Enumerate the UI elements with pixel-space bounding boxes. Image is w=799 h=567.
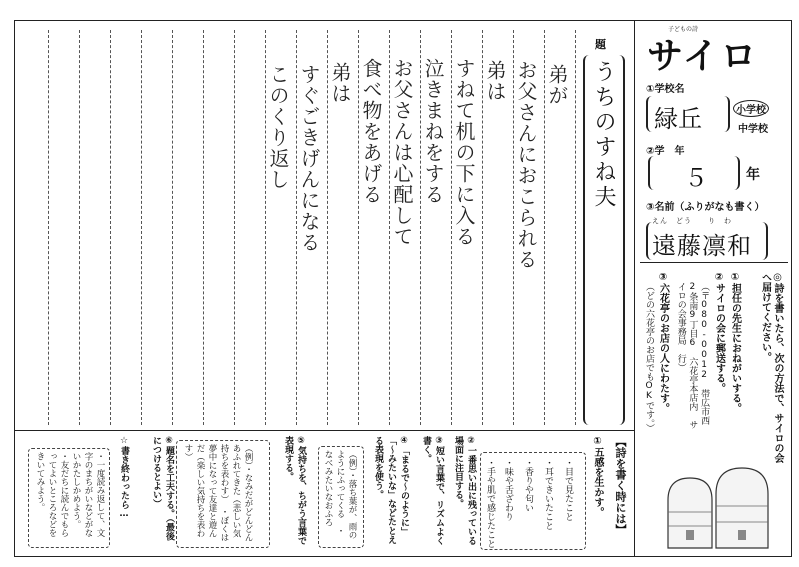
send-note: （どの六花亭のお店でもOKです。） xyxy=(644,282,654,433)
logo: サイロ xyxy=(647,36,759,77)
tip-7-item: ・友だちに読んでもらってよいところなどをきいてみよう。 xyxy=(35,452,69,537)
poem-line-2: お父さんにおこられる xyxy=(514,60,538,270)
column-divider xyxy=(634,20,635,557)
send-method-3: ③六花亭のお店の人にわたす。 xyxy=(657,272,669,413)
tip-1-item: ・手や肌で感じたこと xyxy=(485,458,495,548)
send-intro: ◎詩を書いたら、次の方法で、サイロの会へ届けてください。 xyxy=(759,272,783,463)
grade-value: ５ xyxy=(684,164,708,192)
school-label: ①学校名 xyxy=(646,84,685,95)
poem-line-9: すぐごきげんになる xyxy=(297,64,321,253)
send-method-2: ②サイロの会に郵送する。 xyxy=(713,272,725,393)
tip-7-item: ・一度読み返して、文字のまちがいなどがないかたしかめよう。 xyxy=(71,452,105,537)
tip-5-example: （例）・なみだがどんどんあふれてきた（悲しい気持ちを表わす） ・ぼくは夢中になって友達と遊んだ（楽しい気持ちを表わす） xyxy=(183,444,253,542)
poem-line-8: 弟は xyxy=(328,62,352,104)
name-ruby: えん どう り わ xyxy=(652,217,732,225)
poem-rule xyxy=(575,30,576,425)
tip-1-item: ・味や舌ざわり xyxy=(503,458,513,521)
school-type-elementary: 小学校 xyxy=(733,100,769,117)
poem-line-6: お父さんは心配して xyxy=(390,58,414,247)
poem-rule xyxy=(48,30,49,425)
send-address: （〒080-0012 帯広市西2条南9丁目6 六花亭本店内 サイロの会事務局 行） xyxy=(675,282,710,429)
grade-suffix: 年 xyxy=(746,167,760,183)
poem-rule xyxy=(79,30,80,425)
tip-7-title: ☆書き終わったら… xyxy=(119,436,129,519)
poem-title: うちのすね夫 xyxy=(591,60,616,210)
silo-illustration-icon xyxy=(660,460,780,550)
send-method-1: ①担任の先生におねがいする。 xyxy=(729,272,741,413)
tip-3: ③短い言葉で、リズムよく書く。 xyxy=(421,436,444,545)
tip-1-item: ・目で見たこと xyxy=(563,458,573,521)
tip-1-title: ①五感を生かす。 xyxy=(592,436,603,517)
poem-rule xyxy=(141,30,142,425)
logo-ruby: 子どもの詩 xyxy=(668,26,699,33)
tip-4-example: （例）・落ち葉が、雨のようにふってくる ・なべみたいなおふろ xyxy=(323,450,357,540)
name-label: ③名前（ふりがなも書く） xyxy=(646,202,765,213)
poem-rule xyxy=(203,30,204,425)
poem-line-5: 泣きまねをする xyxy=(421,58,445,205)
poem-line-10: このくり返し xyxy=(266,64,290,190)
tip-6: ⑥題名を工夫する。（最後につけるとよい） xyxy=(151,436,174,541)
grade-label: ②学 年 xyxy=(646,146,685,157)
tip-1-item: ・耳できいたこと xyxy=(543,458,553,530)
poem-rule xyxy=(172,30,173,425)
tips-divider xyxy=(14,430,634,431)
poem-line-4: すねて机の下に入る xyxy=(452,58,476,247)
tip-2: ②一番思い出に残っている場面に注目する。 xyxy=(453,436,476,545)
tip-1-item: ・香りや匂い xyxy=(523,458,533,512)
title-label: 題 xyxy=(595,38,606,51)
poem-rule xyxy=(234,30,235,425)
poem-line-7: 食べ物をあげる xyxy=(359,58,383,205)
name-value: 遠藤凛和 xyxy=(652,232,752,260)
tip-5: ⑤気持ちを、ちがう言葉で表現する。 xyxy=(283,436,306,545)
tip-4: ④「まるで～のように」「～みたいな」などたとえる表現を使う。 xyxy=(373,436,409,544)
form-separator xyxy=(640,262,788,263)
poem-line-1: 弟が xyxy=(545,64,569,106)
poem-rule xyxy=(110,30,111,425)
school-value: 緑丘 xyxy=(654,105,702,133)
school-type-middle: 中学校 xyxy=(738,124,768,135)
poem-line-3: 弟は xyxy=(483,60,507,102)
tips-heading: 【詩を書く時には】 xyxy=(614,436,627,535)
